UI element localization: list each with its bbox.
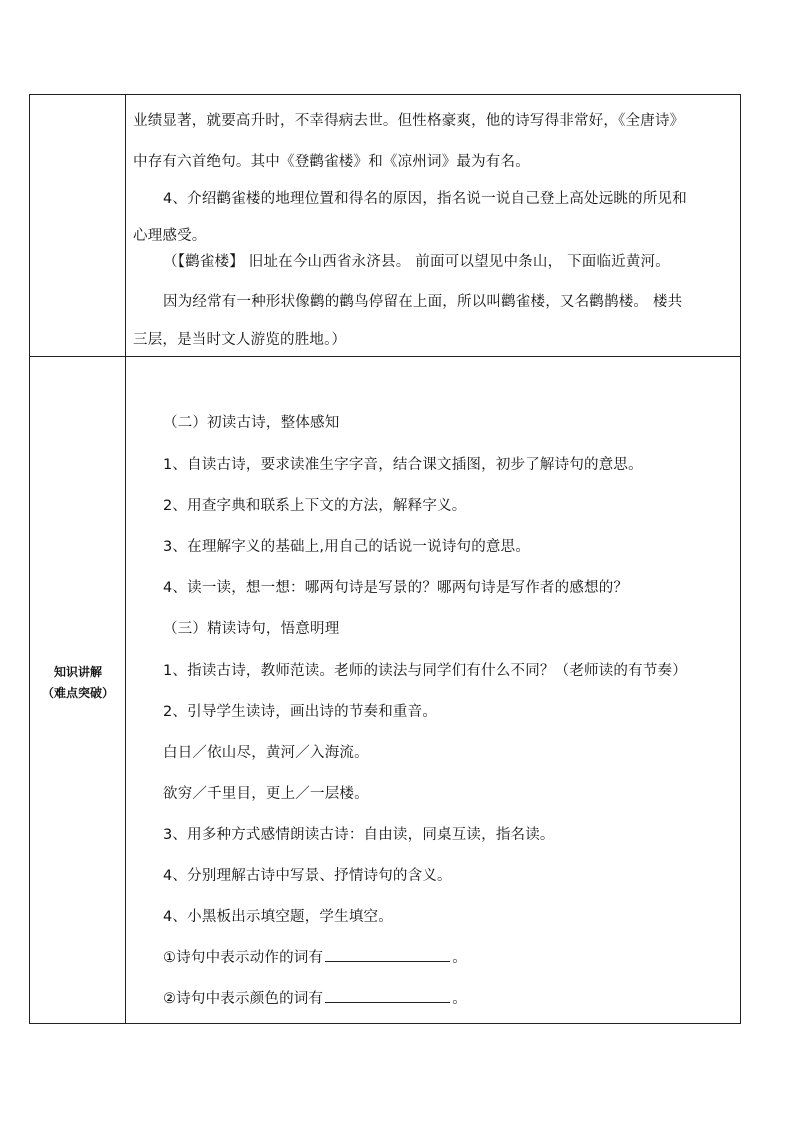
text-line: 心理感受。 [133,228,207,244]
text-line: 因为经常有一种形状像鹳的鹳鸟停留在上面，所以叫鹳雀楼，又名鹳鹊楼。 楼共 [163,294,683,310]
text-line: 4、分别理解古诗中写景、抒情诗句的含义。 [163,868,452,884]
text-line: 1、自读古诗，要求读准生字字音，结合课文插图，初步了解诗句的意思。 [163,457,643,473]
text-line: 业绩显著，就要高升时，不幸得病去世。但性格豪爽，他的诗写得非常好，《全唐诗》 [133,113,685,129]
text-line: 2、引导学生读诗，画出诗的节奏和重音。 [163,704,438,720]
text-line: 4、介绍鹳雀楼的地理位置和得名的原因，指名说一说自己登上高处远眺的所见和 [163,191,687,207]
fill-blank-line [325,947,450,962]
text-line: 4、小黑板出示填空题，学生填空。 [163,909,393,925]
content-cell-intro [126,95,740,356]
section-heading: （三）精读诗句，悟意明理 [163,621,340,637]
text-line: 4、读一读，想一想：哪两句诗是写景的？哪两句诗是写作者的感想的？ [163,580,629,596]
fill-blank-question [163,987,467,1008]
poem-line: 白日／依山尽，黄河／入海流。 [163,745,369,761]
text-line: 1、指读古诗，教师范读。老师的读法与同学们有什么不同？（老师读的有节奏） [163,663,687,679]
lesson-table [29,94,741,1024]
text-line: 3、在理解字义的基础上,用自己的话说一说诗句的意思。 [163,539,531,555]
section-heading: （二）初读古诗，整体感知 [163,415,340,431]
fill-blank-line [325,988,450,1003]
fill-blank-text: ①诗句中表示动作的词有 [163,950,324,966]
fill-blank-text: ②诗句中表示颜色的词有 [163,991,324,1007]
text-line: 3、用多种方式感情朗读古诗：自由读，同桌互读，指名读。 [163,827,555,843]
content-cell-knowledge [126,357,740,1023]
text-line: 中存有六首绝句。其中《登鹳雀楼》和《凉州词》最为有名。 [133,154,530,170]
text-line: 三层，是当时文人游览的胜地。） [133,332,347,348]
section-sublabel: （难点突破） [41,686,114,700]
table-row-intro [30,95,740,357]
section-label: 知识讲解 [53,665,102,679]
poem-line: 欲穷／千里目，更上／一层楼。 [163,786,369,802]
fill-blank-end: 。 [452,991,467,1007]
fill-blank-question [163,946,467,967]
label-cell-empty [30,95,126,356]
label-cell [30,357,126,1023]
fill-blank-end: 。 [452,950,467,966]
table-row-knowledge [30,357,740,1023]
text-line: （【鹳雀楼】 旧址在今山西省永济县。 前面可以望见中条山， 下面临近黄河。 [163,254,670,270]
text-line: 2、用查字典和联系上下文的方法，解释字义。 [163,498,467,514]
